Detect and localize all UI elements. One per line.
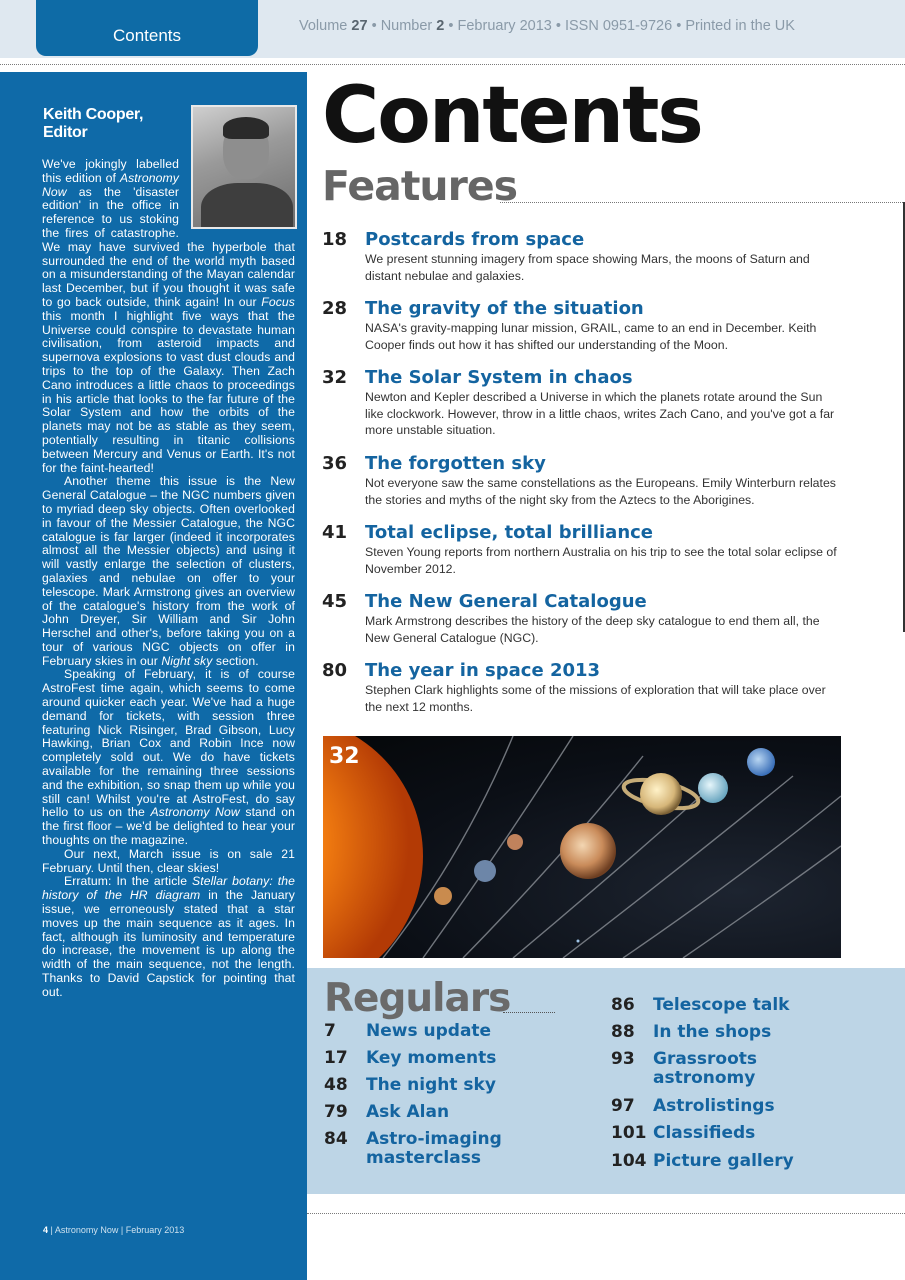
editor-sidebar [0,72,307,1280]
regular-title[interactable]: In the shops [653,1022,772,1042]
editor-name: Keith Cooper, [43,106,144,123]
regular-page-number: 104 [611,1151,647,1171]
regular-page-number: 48 [324,1075,348,1095]
regular-page-number: 86 [611,995,635,1015]
top-dotted-rule [0,64,905,65]
volume-label: Volume [299,18,348,34]
feature-title[interactable]: The year in space 2013 [365,660,601,681]
italic-title: Astronomy Now [150,805,240,820]
regular-title[interactable]: The night sky [366,1075,496,1095]
number-label: Number [380,18,433,34]
contents-tab[interactable] [36,0,258,56]
italic-title: Focus [261,294,295,309]
regular-title[interactable]: Telescope talk [653,995,790,1015]
editorial-text [42,158,295,1000]
image-page-label: 32 [329,744,360,769]
regulars-rule [503,1012,555,1013]
masthead-info [299,18,795,34]
regular-page-number: 79 [324,1102,348,1122]
regular-page-number: 93 [611,1049,635,1069]
regular-page-number: 17 [324,1048,348,1068]
feature-page-number: 36 [322,453,348,474]
top-bar [0,0,905,58]
regular-title[interactable]: Classifieds [653,1123,756,1143]
page-number: 4 [43,1225,49,1235]
feature-page-number: 45 [322,591,348,612]
separator: • [676,18,682,34]
feature-page-number: 41 [322,522,348,543]
feature-title[interactable]: The New General Catalogue [365,591,647,612]
feature-title[interactable]: The forgotten sky [365,453,546,474]
regular-title[interactable]: Astro-imaging masterclass [366,1129,502,1168]
bottom-dotted-rule [307,1213,905,1214]
feature-description: Steven Young reports from northern Australia on his trip to see the total solar eclipse of November 2012. [365,545,837,576]
regulars-section [307,968,905,1194]
separator: • [371,18,377,34]
feature-description: Not everyone saw the same constellations as the Europeans. Emily Winterburn relates the stories and myths of the night sky from the Aztecs to the Aborigines. [365,476,836,507]
separator: • [448,18,454,34]
contents-tab-label: Contents [112,26,182,45]
feature-description: Stephen Clark highlights some of the missions of exploration that will take place over the next 12 months. [365,683,826,714]
feature-title[interactable]: Total eclipse, total brilliance [365,522,654,543]
feature-title[interactable]: The gravity of the situation [365,298,644,319]
editor-byline [43,106,193,142]
printed-in: Printed in the UK [685,18,795,34]
editorial-paragraph: Speaking of February, it is of course AstroFest time again, which seems to come around quicker each year. We've had a huge demand for tickets, with session three featuring Nick Risinger, Brad Gibson, Lucy Hawking, Brian Cox and Robin Ince now completely sold out. We do have tickets available for the remaining three sessions and the exhibition, so snap them up while you still can! Whilst you're at AstroFest, do say hello to us on the Astronomy Now stand on the first floor – we'd be delighted to hear your thoughts on the magazine. [42,667,295,848]
regular-title[interactable]: News update [366,1021,492,1041]
italic-title: Stellar botany: the history of the HR diagram [42,874,295,903]
italic-title: Astronomy Now [42,170,179,199]
volume-number: 27 [351,18,368,34]
regular-title[interactable]: Astrolistings [653,1096,775,1116]
editorial-paragraph: Our next, March issue is on sale 21 February. Until then, clear skies! [42,846,295,875]
separator: • [555,18,561,34]
feature-page-number: 32 [322,367,348,388]
features-heading: Features [322,162,518,210]
editorial-paragraph: We've jokingly labelled this edition of Astronomy Now as the 'disaster edition' in the office in reference to us stoking the fires of catastrophe. We may have survived the hyperbole that surrounded the end of the world myth based on a misunderstanding of the Mayan calendar last December, but if you thought it was safe to go back outside, think again! In our Focus this month I highlight five ways that the Universe could conspire to devastate human civilisation, from asteroid impacts and supernova explosions to vast dust clouds and trips to the top of the Galaxy. Then Zach Cano introduces a little chaos to proceedings in his article that looks to the far future of the Solar System and how the orbits of the planets may not be as stable as they seem, potentially resulting in titanic collisions between Mercury and Venus or Earth. It's not for the faint-hearted! [42,157,295,475]
regular-page-number: 101 [611,1123,647,1143]
regulars-heading: Regulars [324,976,511,1021]
regular-title[interactable]: Grassroots astronomy [653,1049,758,1088]
solar-system-illustration [323,736,841,958]
feature-page-number: 80 [322,660,348,681]
regular-page-number: 84 [324,1129,348,1149]
regular-page-number: 97 [611,1096,635,1116]
solar-system-image [323,736,841,958]
feature-page-number: 18 [322,229,348,250]
issue-date: February 2013 [457,18,552,34]
issn: ISSN 0951-9726 [564,18,673,34]
feature-title[interactable]: The Solar System in chaos [365,367,633,388]
regular-title[interactable]: Picture gallery [653,1151,794,1171]
editorial-paragraph: Erratum: In the article Stellar botany: the history of the HR diagram in the January issue, we erroneously stated that a star moves up the main sequence as it ages. In fact, although its luminosity and temperature do increase, the movement is up along the width of the main sequence, not the length. Thanks to David Capstick for pointing that out. [42,874,295,999]
italic-title: Night sky [161,653,213,668]
feature-description: Mark Armstrong describes the history of the deep sky catalogue to end them all, the New General Catalogue (NGC). [365,614,820,645]
feature-description: Newton and Kepler described a Universe in which the planets rotate around the Sun like clockwork. However, throw in a little chaos, writes Zach Cano, and you've got a far more unstable situation. [365,390,835,437]
regular-title[interactable]: Ask Alan [366,1102,450,1122]
regular-page-number: 88 [611,1022,635,1042]
editor-role: Editor [43,124,88,141]
features-rule [500,202,905,203]
feature-description: We present stunning imagery from space showing Mars, the moons of Saturn and distant nebulae and galaxies. [365,252,810,283]
regular-page-number: 7 [324,1021,336,1041]
footer-text: | Astronomy Now | February 2013 [50,1225,185,1235]
feature-description: NASA's gravity-mapping lunar mission, GRAIL, came to an end in December. Keith Cooper finds out how it has shifted our understanding of the Moon. [365,321,817,352]
feature-title[interactable]: Postcards from space [365,229,585,250]
editorial-paragraph: Another theme this issue is the New General Catalogue – the NGC numbers given to myriad deep sky objects. Often overlooked in favour of the Messier Catalogue, the NGC catalogue is far larger (indeed it incorporates almost all the Messier objects) and using it will vastly enlarge the selection of clusters, galaxies and nebulae on offer to your telescope. Mark Armstrong gives an overview of the catalogue's history from the work of John Dreyer, Sir William and Sir John Herschel and other's, before taking you on a tour of various NGC objects on offer in February skies in our Night sky section. [42,474,295,668]
regular-title[interactable]: Key moments [366,1048,497,1068]
issue-number: 2 [436,18,445,34]
page-footer [43,1225,184,1235]
feature-page-number: 28 [322,298,348,319]
page-title: Contents [322,71,702,161]
